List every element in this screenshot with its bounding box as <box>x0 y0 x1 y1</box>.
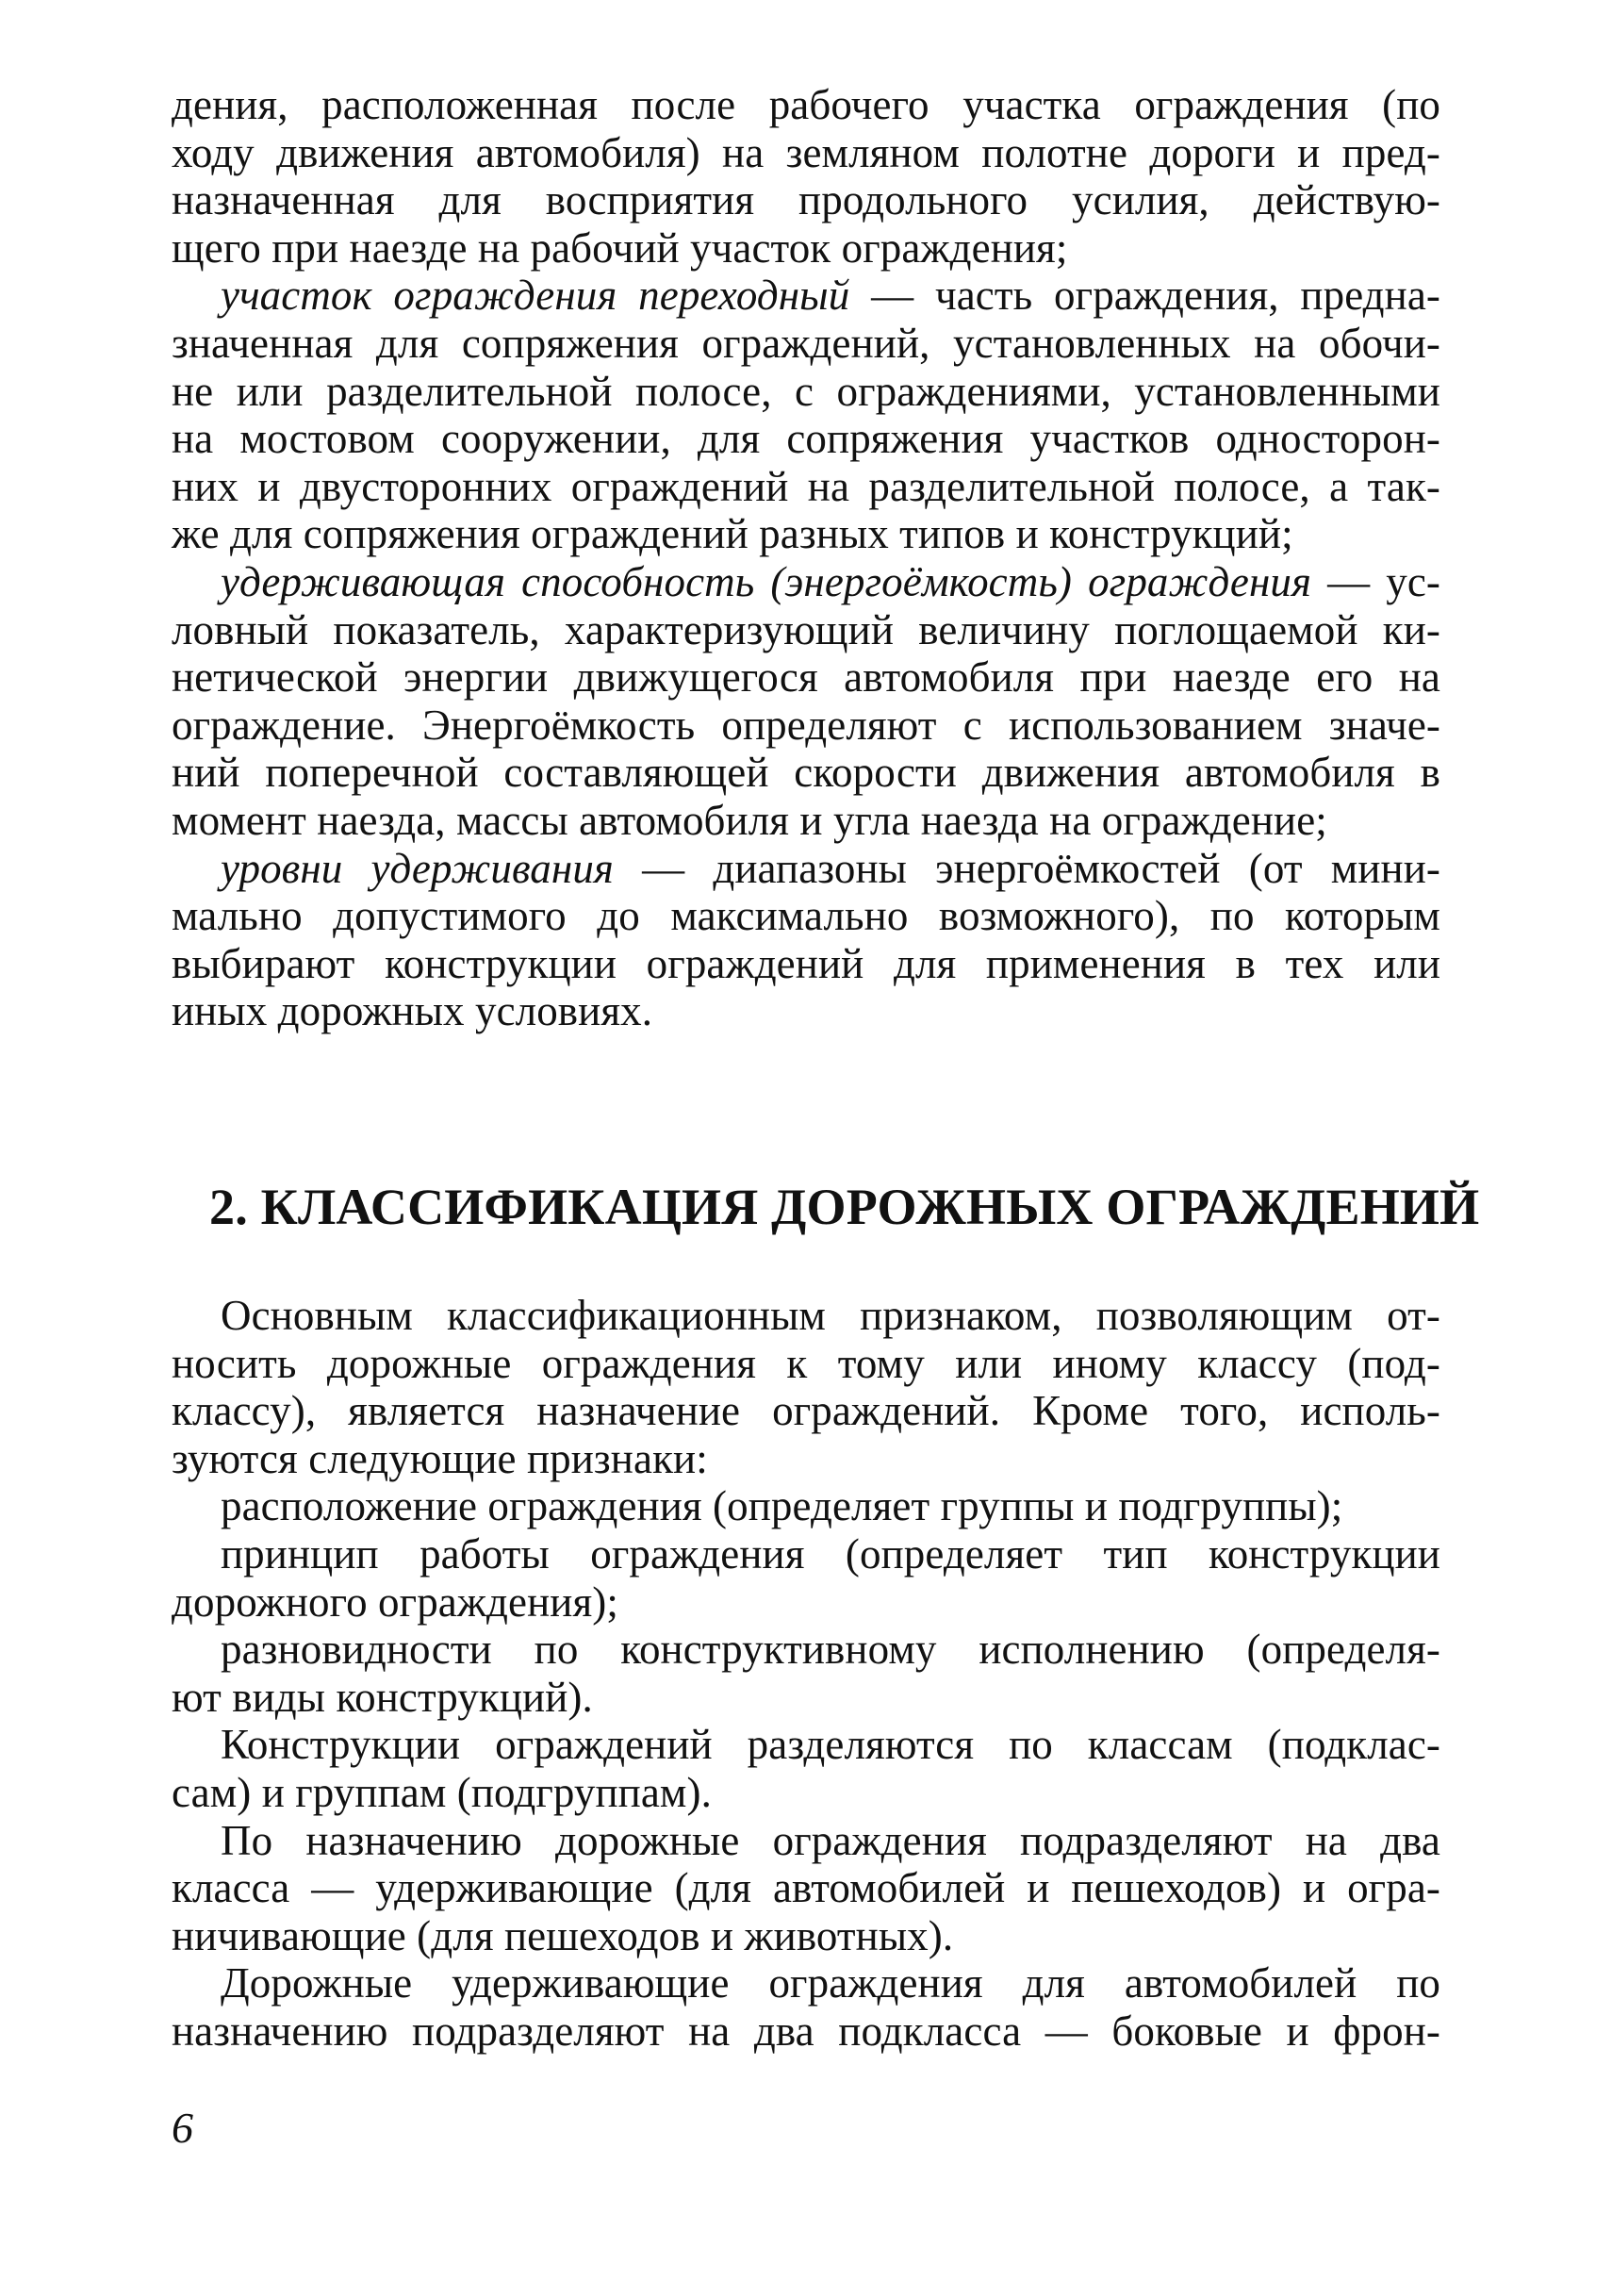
text-line: класса — удерживающие (для автомобилей и пешеходов) и огра- <box>172 1864 1440 1912</box>
text-line: дения, расположенная после рабочего участка ограждения (по <box>172 81 1440 128</box>
text-line <box>172 845 1440 893</box>
definition-paragraph <box>172 845 1440 1035</box>
text-line: разновидности по конструктивному исполнению (определя- <box>221 1626 1440 1674</box>
section-2-text <box>172 1292 1440 2056</box>
text-line: расположение ограждения (определяет группы и подгруппы); <box>221 1482 1343 1530</box>
text-line <box>172 558 1440 606</box>
section-1-text <box>172 81 1440 1035</box>
text-line: на мостовом сооружении, для сопряжения участков односторон- <box>172 415 1440 463</box>
text-line: ничивающие (для пешеходов и животных). <box>172 1911 954 1959</box>
text-line: нетической энергии движущегося автомобиля при наезде его на <box>172 653 1440 702</box>
text-line: ловный показатель, характеризующий величину поглощаемой ки- <box>172 605 1440 653</box>
text-line: момент наезда, массы автомобиля и угла наезда на ограждение; <box>172 796 1327 844</box>
text-line: них и двусторонних ограждений на разделительной полосе, а так- <box>172 462 1440 510</box>
text-line: назначенная для восприятия продольного усилия, действую- <box>172 176 1440 224</box>
text-line: Конструкции ограждений разделяются по классам (подклас- <box>221 1721 1440 1769</box>
text-line: классу), является назначение ограждений. Кроме того, исполь- <box>172 1387 1440 1435</box>
text-line: не или разделительной полосе, с ограждениями, установленными <box>172 367 1440 415</box>
text-line: зуются следующие признаки: <box>172 1434 708 1482</box>
text-line: иных дорожных условиях. <box>172 987 653 1035</box>
text-line: Основным классификационным признаком, позволяющим от- <box>221 1292 1440 1339</box>
text-line: назначению подразделяют на два подкласса — боковые и фрон- <box>172 2007 1440 2055</box>
text-line: выбирают конструкции ограждений для применения в тех или <box>172 939 1440 987</box>
definition-text: — ус- <box>1311 557 1441 605</box>
text-line: ходу движения автомобиля) на земляном полотне дороги и пред- <box>172 128 1440 176</box>
paragraph <box>172 1959 1440 2055</box>
defined-term: удерживающая способность (энергоёмкость) ограждения <box>221 557 1312 605</box>
text-line <box>172 272 1440 320</box>
paragraph <box>172 1721 1440 1816</box>
text-line: Дорожные удерживающие ограждения для автомобилей по <box>221 1959 1440 2007</box>
paragraph <box>172 1482 1440 1530</box>
paragraph <box>172 1530 1440 1626</box>
page-number: 6 <box>172 2104 193 2152</box>
definition-paragraph <box>172 272 1440 558</box>
text-line: значенная для сопряжения ограждений, установленных на обочи- <box>172 319 1440 367</box>
text-line: принцип работы ограждения (определяет тип конструкции <box>221 1529 1440 1577</box>
paragraph <box>172 1292 1440 1482</box>
text-line: же для сопряжения ограждений разных типов и конструкций; <box>172 510 1293 558</box>
text-line: носить дорожные ограждения к тому или иному классу (под- <box>172 1339 1440 1387</box>
paragraph <box>172 1626 1440 1721</box>
paragraph <box>172 1817 1440 1960</box>
defined-term: уровни удерживания <box>221 844 614 892</box>
definition-text: — диапазоны энергоёмкостей (от мини- <box>613 844 1440 892</box>
text-line: ют виды конструкций). <box>172 1673 593 1721</box>
defined-term: участок ограждения переходный <box>221 272 850 320</box>
text-line: ний поперечной составляющей скорости движения автомобиля в <box>172 749 1440 797</box>
definition-text: — часть ограждения, предна- <box>849 272 1441 320</box>
definition-paragraph <box>172 558 1440 845</box>
text-line: По назначению дорожные ограждения подразделяют на два <box>221 1816 1440 1864</box>
text-line: сам) и группам (подгруппам). <box>172 1768 712 1816</box>
text-line: мально допустимого до максимально возможного), по которым <box>172 892 1440 940</box>
text-line: дорожного ограждения); <box>172 1577 618 1626</box>
section-heading: 2. КЛАССИФИКАЦИЯ ДОРОЖНЫХ ОГРАЖДЕНИЙ <box>209 1179 1480 1235</box>
text-line: щего при наезде на рабочий участок ограждения; <box>172 223 1068 272</box>
text-line: ограждение. Энергоёмкость определяют с использованием значе- <box>172 701 1440 749</box>
paragraph <box>172 81 1440 272</box>
